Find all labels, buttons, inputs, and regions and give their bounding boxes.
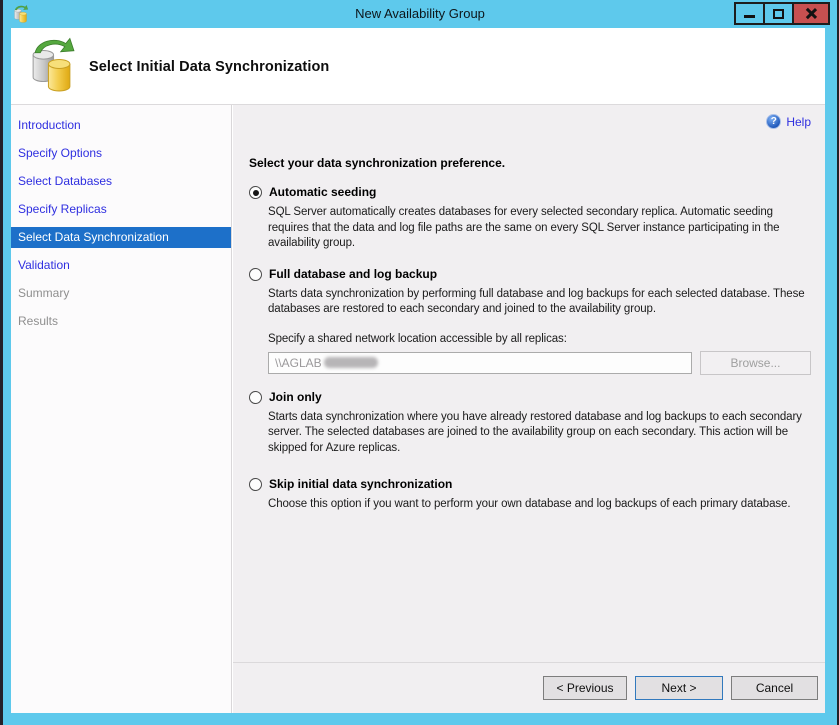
page-title: Select Initial Data Synchronization <box>89 59 330 75</box>
sidebar-item-specify-options[interactable]: Specify Options <box>18 146 103 160</box>
option-description: Choose this option if you want to perform your own database and log backups of each primary database. <box>268 498 791 510</box>
radio-label[interactable]: Full database and log backup <box>269 266 438 281</box>
radio-icon[interactable] <box>249 391 262 404</box>
close-icon <box>805 7 818 20</box>
dialog-window <box>3 0 837 725</box>
minimize-icon <box>744 15 755 18</box>
radio-join-only[interactable] <box>249 390 811 405</box>
share-path-input <box>268 352 692 374</box>
help-label: Help <box>786 114 811 129</box>
wizard-footer <box>233 662 825 713</box>
sidebar-item-validation[interactable]: Validation <box>18 258 70 272</box>
sidebar-item-results: Results <box>18 314 59 328</box>
radio-icon[interactable] <box>249 478 262 491</box>
wizard-steps-sidebar <box>11 105 232 713</box>
window-controls <box>736 2 830 25</box>
radio-skip-initial-data-synchronization[interactable] <box>249 477 811 492</box>
share-location-section <box>268 333 811 375</box>
previous-button[interactable]: < Previous <box>543 676 627 700</box>
wizard-content <box>233 105 825 713</box>
radio-icon[interactable] <box>249 268 262 281</box>
next-button[interactable]: Next > <box>635 676 723 700</box>
radio-label[interactable]: Automatic seeding <box>269 185 377 199</box>
option-description: Starts data synchronization by performing full database and log backups for each selected database. These databases are restored to each secondary and joined to the availability group. <box>268 287 805 315</box>
share-path-value: \\AGLAB <box>275 355 322 370</box>
wizard-header <box>11 28 825 105</box>
instruction-text: Select your data synchronization preference. <box>249 156 506 170</box>
share-location-label: Specify a shared network location accessible by all replicas: <box>268 332 567 345</box>
radio-full-database-and-log-backup[interactable] <box>249 267 811 282</box>
maximize-icon <box>773 9 784 19</box>
sidebar-item-summary: Summary <box>18 286 70 300</box>
option-description: Starts data synchronization where you have already restored database and log backups to each secondary server. The selected databases are joined to the availability group on each secondary. This action will be skipped for Azure replicas. <box>268 410 802 454</box>
minimize-button[interactable] <box>734 2 765 25</box>
share-location-row <box>268 351 811 375</box>
radio-icon[interactable] <box>249 186 262 199</box>
radio-automatic-seeding[interactable] <box>249 185 811 200</box>
sidebar-item-specify-replicas[interactable]: Specify Replicas <box>18 202 107 216</box>
sidebar-item-select-databases[interactable]: Select Databases <box>18 174 113 188</box>
client-area <box>11 28 825 713</box>
option-description: SQL Server automatically creates databases for every selected secondary replica. Automatic seeding requires that the data and log file paths are the same on every SQL Server instance participating in the availability group. <box>268 206 780 249</box>
browse-button: Browse... <box>700 351 811 375</box>
title-bar[interactable] <box>3 0 837 28</box>
sidebar-item-select-data-synchronization[interactable]: Select Data Synchronization <box>11 227 231 248</box>
maximize-button[interactable] <box>763 2 794 25</box>
close-button[interactable] <box>792 2 830 25</box>
options-pane <box>233 105 825 662</box>
sidebar-item-introduction[interactable]: Introduction <box>18 118 81 132</box>
database-sync-icon <box>27 37 76 93</box>
radio-label[interactable]: Skip initial data synchronization <box>269 477 453 491</box>
radio-label[interactable]: Join only <box>269 389 322 404</box>
window-title: New Availability Group <box>355 6 485 21</box>
help-icon: ? <box>766 114 781 129</box>
cancel-button[interactable]: Cancel <box>731 676 818 700</box>
redacted-text-blob <box>324 357 378 368</box>
